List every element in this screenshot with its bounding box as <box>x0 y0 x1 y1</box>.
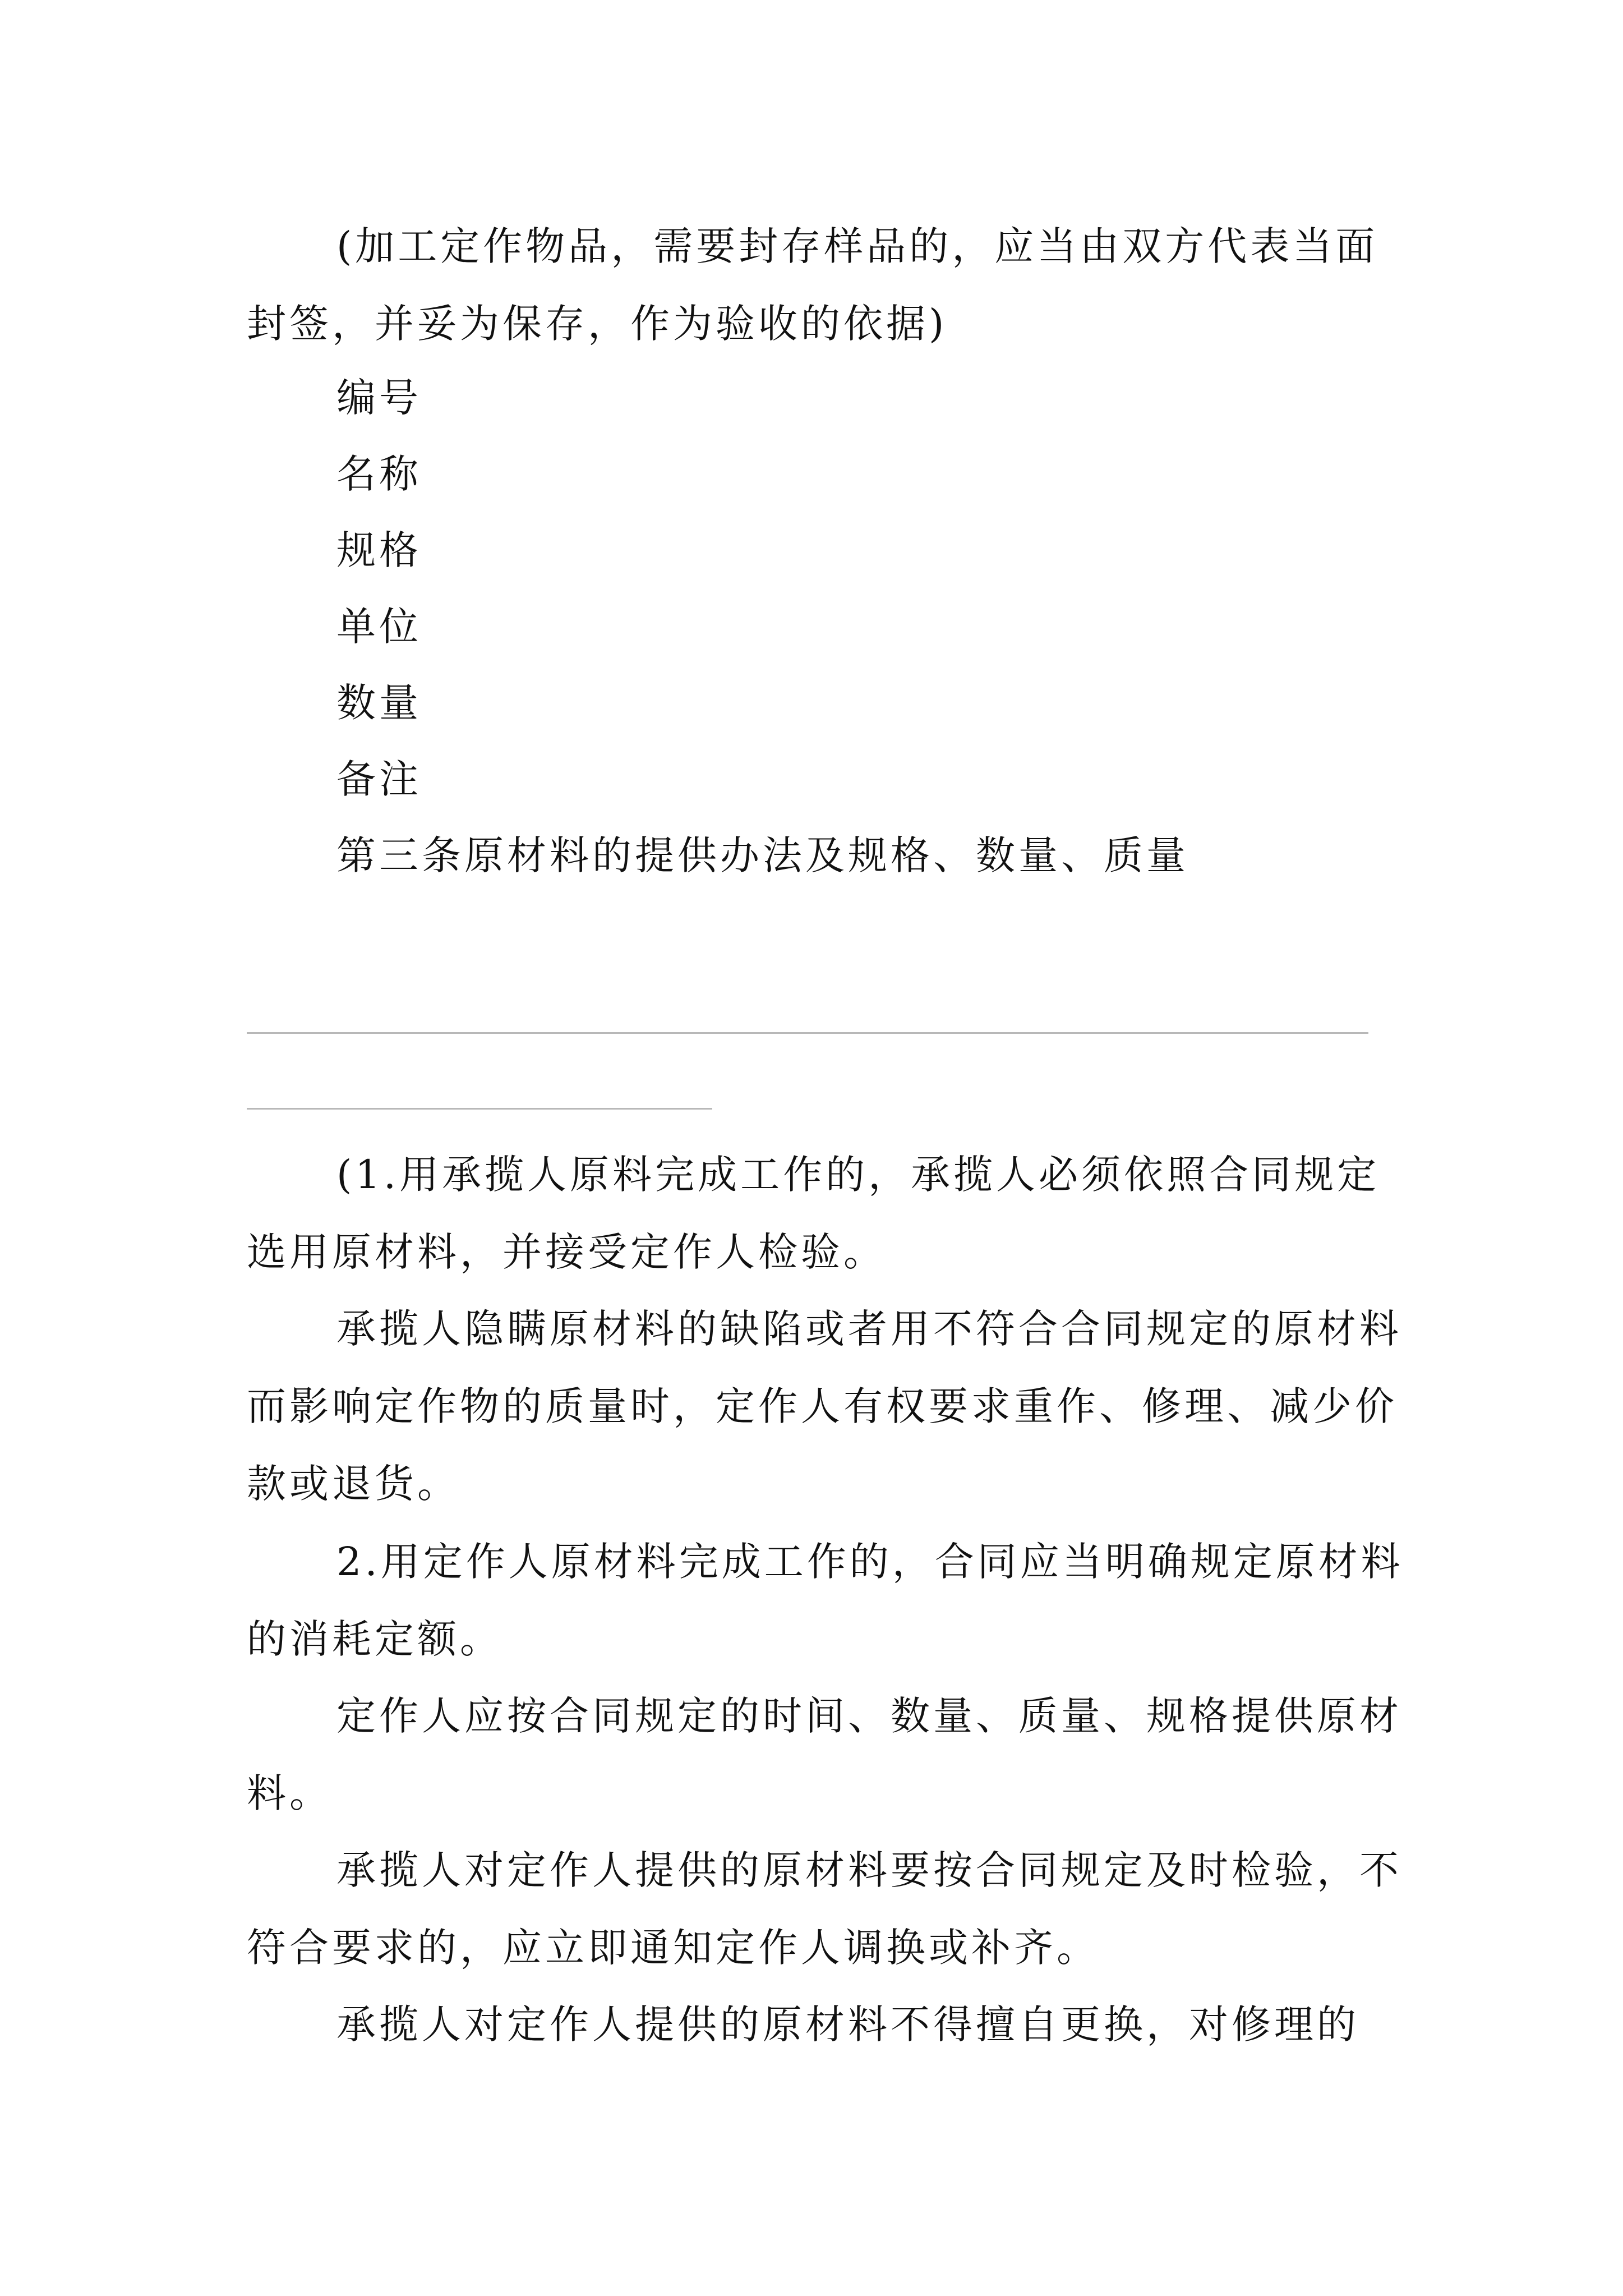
field-label-spec: 规格 <box>336 527 422 573</box>
field-label-name: 名称 <box>336 451 422 497</box>
paragraph-4: 定作人应按合同规定的时间、数量、质量、规格提供原材料。 <box>247 1693 1402 1816</box>
paragraph-1: (1.用承揽人原料完成工作的，承揽人必须依照合同规定选用原材料，并接受定作人检验。 <box>247 1152 1380 1275</box>
fill-in-line-short <box>247 1108 712 1110</box>
field-label-number: 编号 <box>336 375 422 421</box>
field-label-quantity: 数量 <box>336 680 422 726</box>
intro-paragraph: (加工定作物品，需要封存样品的，应当由双方代表当面封签，并妥为保存，作为验收的依据) <box>247 223 1378 347</box>
fill-in-line-long <box>247 1032 1368 1034</box>
field-label-remarks: 备注 <box>336 756 422 802</box>
paragraph-2: 承揽人隐瞒原材料的缺陷或者用不符合合同规定的原材料而影响定作物的质量时，定作人有权要求重作、修理、减少价款或退货。 <box>247 1306 1402 1507</box>
article-three-heading: 第三条原材料的提供办法及规格、数量、质量 <box>336 832 1189 878</box>
field-label-unit: 单位 <box>336 604 422 650</box>
paragraph-5: 承揽人对定作人提供的原材料要按合同规定及时检验，不符合要求的，应立即通知定作人调换或补齐。 <box>247 1847 1402 1971</box>
paragraph-6: 承揽人对定作人提供的原材料不得擅自更换，对修理的 <box>336 2001 1359 2047</box>
paragraph-3: 2.用定作人原材料完成工作的，合同应当明确规定原材料的消耗定额。 <box>247 1539 1404 1662</box>
